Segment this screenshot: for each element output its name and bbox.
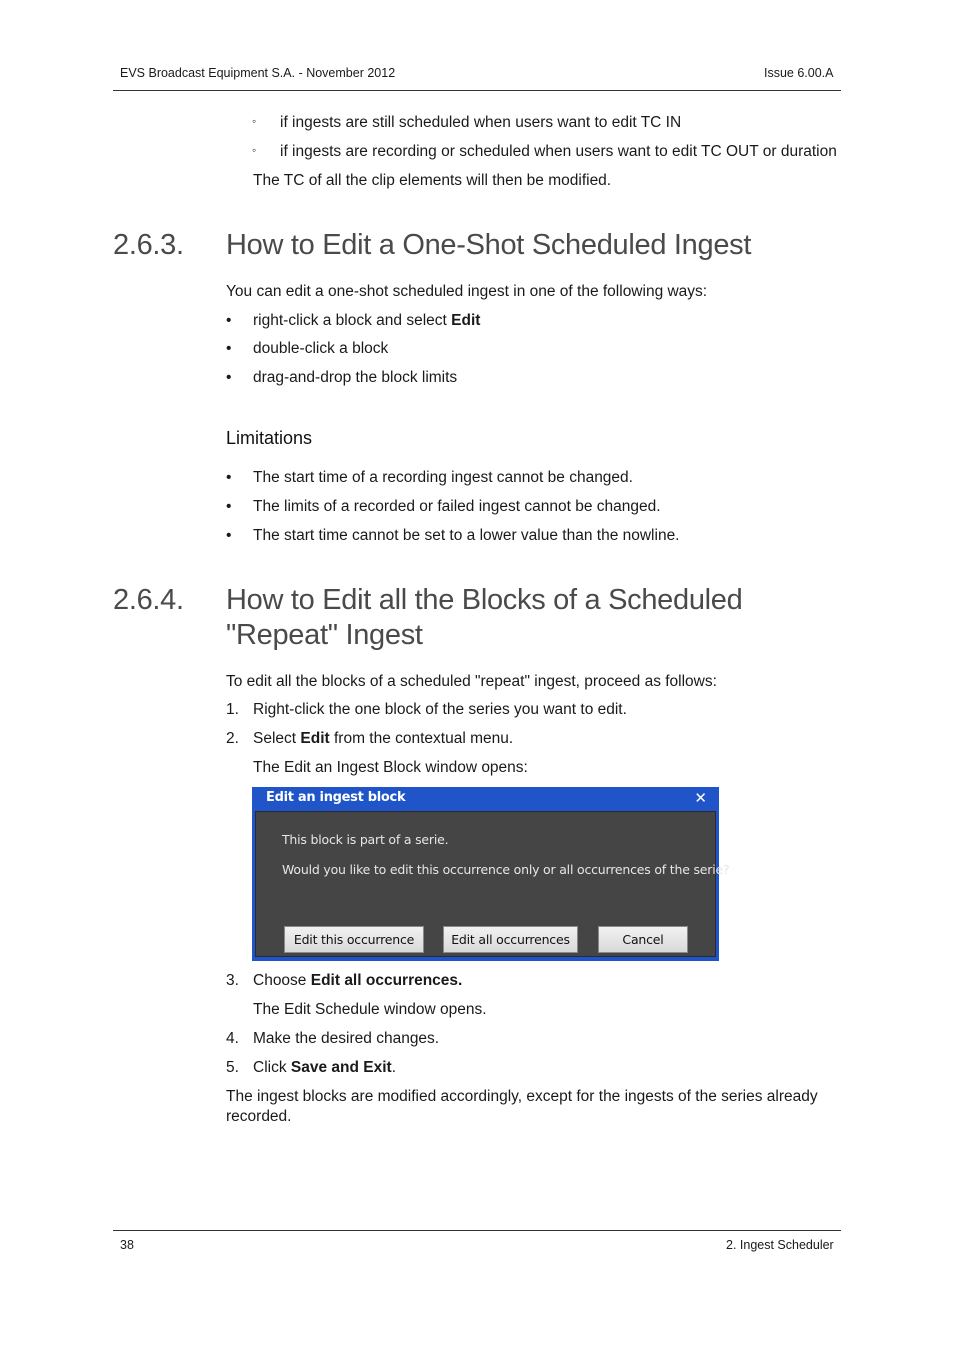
header-right: Issue 6.00.A	[764, 66, 834, 80]
edit-way-1: right-click a block and select Edit	[253, 312, 481, 329]
step-2: Select Edit from the contextual menu.	[253, 730, 514, 747]
limitation-3: The start time cannot be set to a lower value than the nowline.	[253, 527, 680, 544]
step-4-number: 4.	[226, 1030, 239, 1047]
step-3-note: The Edit Schedule window opens.	[253, 1001, 487, 1018]
section-264-title-line2: "Repeat" Ingest	[226, 619, 423, 651]
section-263-intro: You can edit a one-shot scheduled ingest in one of the following ways:	[226, 283, 708, 300]
edit-way-3: drag-and-drop the block limits	[253, 369, 458, 386]
intro-after-text: The TC of all the clip elements will then be modified.	[253, 172, 612, 189]
sub-bullet-2: if ingests are recording or scheduled when users want to edit TC OUT or duration	[280, 143, 837, 160]
sub-bullet-1: if ingests are still scheduled when users want to edit TC IN	[280, 114, 682, 131]
section-263-title: How to Edit a One-Shot Scheduled Ingest	[226, 229, 752, 261]
header-divider	[113, 90, 841, 91]
step-5-number: 5.	[226, 1059, 239, 1076]
step-1-number: 1.	[226, 701, 239, 718]
edit-ingest-block-dialog	[252, 787, 730, 961]
step-2-note: The Edit an Ingest Block window opens:	[253, 759, 528, 776]
dialog-message-1: This block is part of a serie.	[282, 832, 449, 847]
bullet-glyph: •	[226, 469, 232, 486]
section-264-intro: To edit all the blocks of a scheduled "repeat" ingest, proceed as follows:	[226, 673, 717, 690]
bullet-glyph: •	[226, 340, 232, 357]
section-263-number: 2.6.3.	[113, 229, 184, 261]
step-2-number: 2.	[226, 730, 239, 747]
edit-all-occurrences-button[interactable]: Edit all occurrences	[443, 926, 578, 953]
sub-bullet-2-glyph: ◦	[252, 143, 257, 157]
bullet-glyph: •	[226, 527, 232, 544]
footer-divider	[113, 1230, 841, 1231]
step-5: Click Save and Exit.	[253, 1059, 396, 1076]
limitation-1: The start time of a recording ingest cannot be changed.	[253, 469, 633, 486]
bullet-glyph: •	[226, 312, 232, 329]
cancel-button[interactable]: Cancel	[598, 926, 688, 953]
page-number: 38	[120, 1238, 134, 1252]
dialog-body	[255, 811, 730, 957]
sub-bullet-1-glyph: ◦	[252, 114, 257, 128]
step-3-number: 3.	[226, 972, 239, 989]
edit-way-2: double-click a block	[253, 340, 389, 357]
header-left: EVS Broadcast Equipment S.A. - November 2012	[120, 66, 396, 80]
edit-this-occurrence-button[interactable]: Edit this occurrence	[284, 926, 424, 953]
step-1: Right-click the one block of the series you want to edit.	[253, 701, 627, 718]
limitations-heading: Limitations	[226, 428, 313, 448]
dialog-title: Edit an ingest block	[266, 790, 406, 805]
close-icon[interactable]: ✕	[694, 789, 707, 807]
closing-line-1: The ingest blocks are modified accordingly, except for the ingests of the series already	[226, 1088, 818, 1105]
limitation-2: The limits of a recorded or failed ingest cannot be changed.	[253, 498, 661, 515]
dialog-message-2: Would you like to edit this occurrence only or all occurrences of the serie?	[282, 862, 730, 877]
section-264-title-line1: How to Edit all the Blocks of a Scheduled	[226, 584, 743, 616]
section-264-number: 2.6.4.	[113, 584, 184, 616]
bullet-glyph: •	[226, 498, 232, 515]
step-4: Make the desired changes.	[253, 1030, 440, 1047]
footer-chapter: 2. Ingest Scheduler	[726, 1238, 834, 1252]
closing-line-2: recorded.	[226, 1108, 292, 1125]
bullet-glyph: •	[226, 369, 232, 386]
step-3: Choose Edit all occurrences.	[253, 972, 463, 989]
